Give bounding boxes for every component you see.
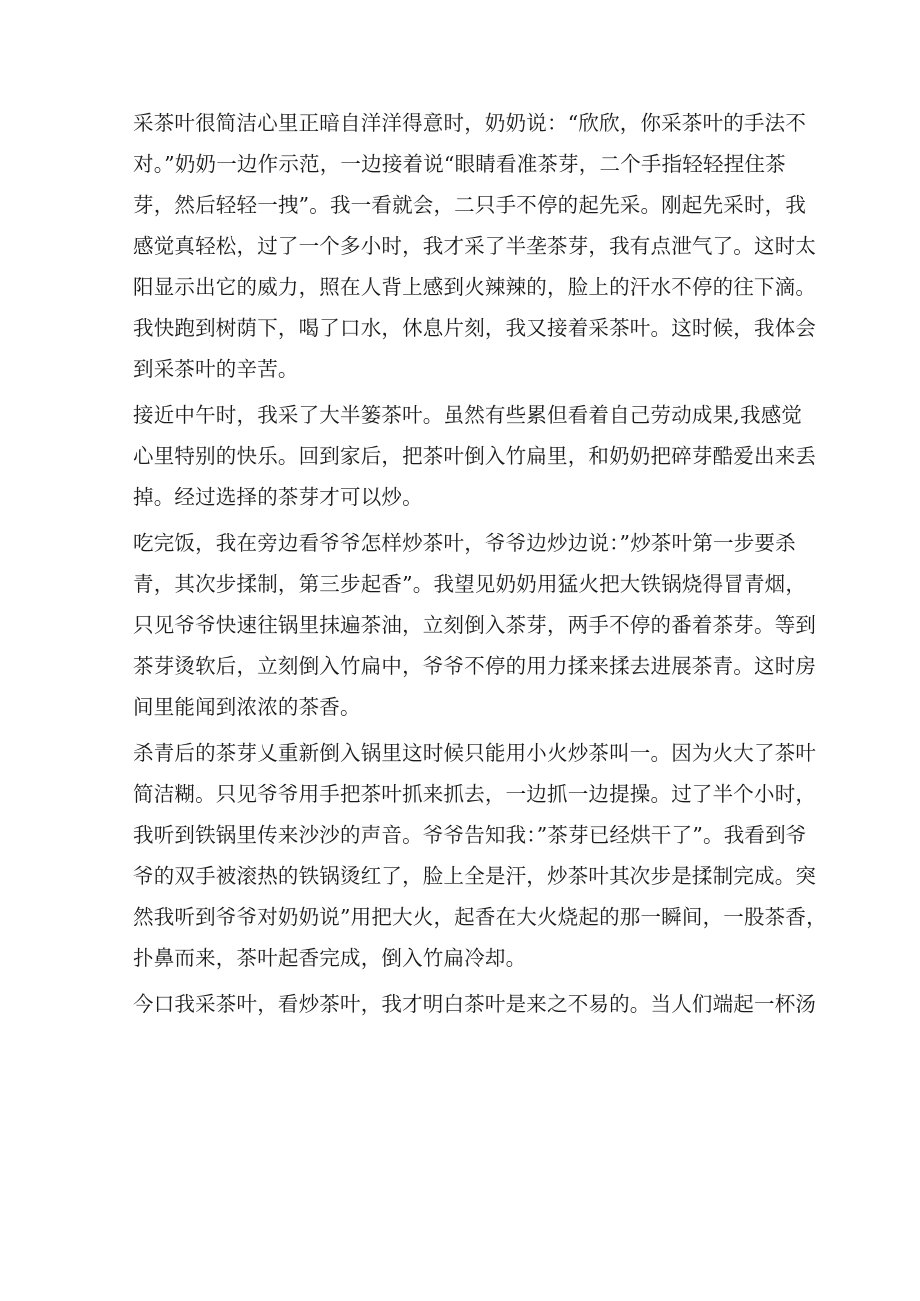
text-line: 然我听到爷爷对奶奶说”用把大火，起香在大火烧起的那一瞬间，一股茶香， bbox=[133, 905, 827, 929]
paragraph-5 bbox=[133, 984, 817, 1025]
text-line: 间里能闻到浓浓的茶香。 bbox=[133, 695, 361, 719]
paragraph-4 bbox=[133, 733, 827, 979]
paragraph-3 bbox=[133, 523, 817, 728]
text-line: 今口我采茶叶，看炒茶叶，我才明白茶叶是来之不易的。当人们端起一杯汤 bbox=[133, 992, 817, 1016]
text-line: 吃完饭，我在旁边看爷爷怎样炒茶叶，爷爷边炒边说：”炒茶叶第一步要杀 bbox=[133, 531, 796, 555]
text-line: 茶芽烫软后，立刻倒入竹扁中，爷爷不停的用力揉来揉去进展茶青。这时房 bbox=[133, 654, 817, 678]
paragraph-1 bbox=[133, 103, 817, 390]
text-line: 我听到铁锅里传来沙沙的声音。爷爷告知我：”茶芽已经烘干了”。我看到爷 bbox=[133, 823, 807, 847]
text-line: 感觉真轻松，过了一个多小时，我才采了半垄茶芽，我有点泄气了。这时太 bbox=[133, 234, 817, 258]
text-line: 简洁糊。只见爷爷用手把茶叶抓来抓去，一边抓一边提操。过了半个小时， bbox=[133, 782, 817, 806]
text-line: 青，其次步揉制，第三步起香”。我望见奶奶用猛火把大铁锅烧得冒青烟， bbox=[133, 572, 807, 596]
text-line: 采茶叶很简洁心里正暗自洋洋得意时，奶奶说：“欣欣，你采茶叶的手法不 bbox=[133, 111, 807, 135]
text-line: 我快跑到树荫下，喝了口水，休息片刻，我又接着采茶叶。这时候，我体会 bbox=[133, 316, 817, 340]
text-line: 阳显示出它的威力，照在人背上感到火辣辣的，脸上的汗水不停的往下滴。 bbox=[133, 275, 817, 299]
document-body bbox=[133, 103, 827, 1030]
text-line: 接近中午时，我采了大半篓茶叶。虽然有些累但看着自己劳动成果,我感觉 bbox=[133, 403, 803, 427]
text-line: 爷的双手被滚热的铁锅烫红了，脸上全是汗，炒茶叶其次步是揉制完成。突 bbox=[133, 864, 817, 888]
paragraph-2 bbox=[133, 395, 817, 518]
text-line: 到采茶叶的辛苦。 bbox=[133, 357, 299, 381]
text-line: 掉。经过选择的茶芽才可以炒。 bbox=[133, 485, 423, 509]
text-line: 对。”奶奶一边作示范，一边接着说“眼睛看准茶芽，二个手指轻轻捏住茶 bbox=[133, 152, 786, 176]
text-line: 心里特别的快乐。回到家后，把茶叶倒入竹扁里，和奶奶把碎芽酷爱出来丢 bbox=[133, 444, 817, 468]
text-line: 芽，然后轻轻一拽”。我一看就会，二只手不停的起先采。刚起先采时，我 bbox=[133, 193, 807, 217]
text-line: 扑鼻而来，茶叶起香完成，倒入竹扁冷却。 bbox=[133, 946, 527, 970]
text-line: 杀青后的茶芽乂重新倒入锅里这时候只能用小火炒茶叫一。因为火大了茶叶 bbox=[133, 741, 817, 765]
text-line: 只见爷爷快速往锅里抹遍茶油，立刻倒入茶芽，两手不停的番着茶芽。等到 bbox=[133, 613, 817, 637]
